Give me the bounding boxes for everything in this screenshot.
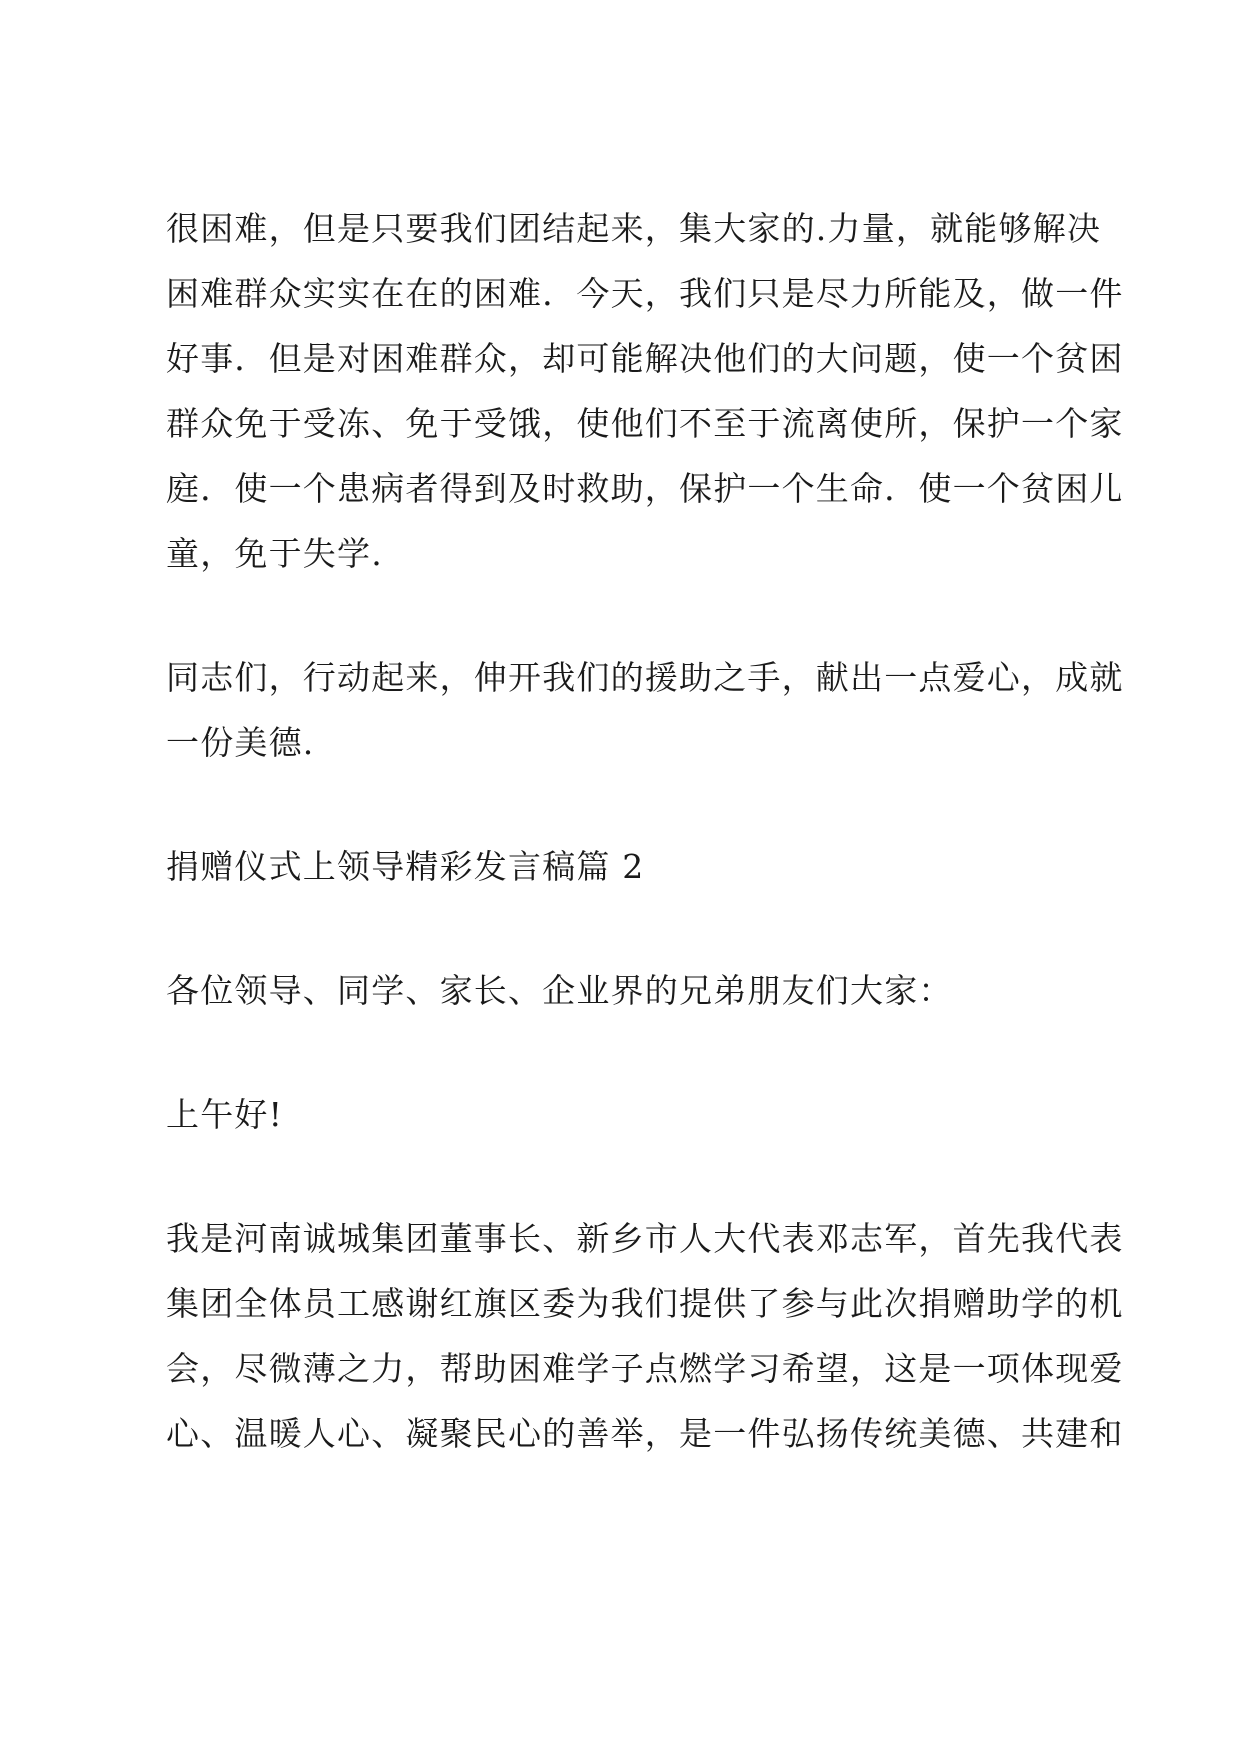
text-line: 各位领导、同学、家长、企业界的兄弟朋友们大家：: [166, 971, 953, 1010]
paragraph-1: [166, 196, 1124, 586]
paragraph-spacer: [166, 1023, 1096, 1082]
text-line: 一份美德.: [166, 723, 315, 762]
paragraph-2: [166, 645, 1124, 775]
paragraph-spacer: [166, 899, 1096, 958]
text-line: 群众免于受冻、免于受饿，使他们不至于流离使所，保护一个家: [166, 404, 1124, 443]
paragraph-spacer: [166, 586, 1096, 645]
text-line: 困难群众实实在在的困难．今天，我们只是尽力所能及，做一件: [166, 274, 1124, 313]
text-line: 集团全体员工感谢红旗区委为我们提供了参与此次捐赠助学的机: [166, 1284, 1124, 1323]
document-page: [166, 196, 1124, 1466]
paragraph-3: [166, 1206, 1124, 1466]
text-line: 童，免于失学.: [166, 534, 383, 573]
text-line: 我是河南诚城集团董事长、新乡市人大代表邓志军，首先我代表: [166, 1219, 1124, 1258]
paragraph-spacer: [166, 1147, 1096, 1206]
greeting: [166, 1082, 1096, 1147]
text-line: 上午好!: [166, 1095, 284, 1134]
section-heading: [166, 834, 1096, 899]
text-line: 庭．使一个患病者得到及时救助，保护一个生命．使一个贫困儿: [166, 469, 1124, 508]
heading-line: 捐赠仪式上领导精彩发言稿篇 2: [166, 847, 645, 886]
salutation: [166, 958, 1096, 1023]
text-line: 心、温暖人心、凝聚民心的善举，是一件弘扬传统美德、共建和: [166, 1414, 1124, 1453]
paragraph-spacer: [166, 775, 1096, 834]
text-line: 好事．但是对困难群众，却可能解决他们的大问题，使一个贫困: [166, 339, 1124, 378]
text-line: 同志们，行动起来，伸开我们的援助之手，献出一点爱心，成就: [166, 658, 1124, 697]
text-line: 会，尽微薄之力，帮助困难学子点燃学习希望，这是一项体现爱: [166, 1349, 1124, 1388]
text-line: 很困难，但是只要我们团结起来，集大家的.力量，就能够解决: [166, 209, 1102, 248]
